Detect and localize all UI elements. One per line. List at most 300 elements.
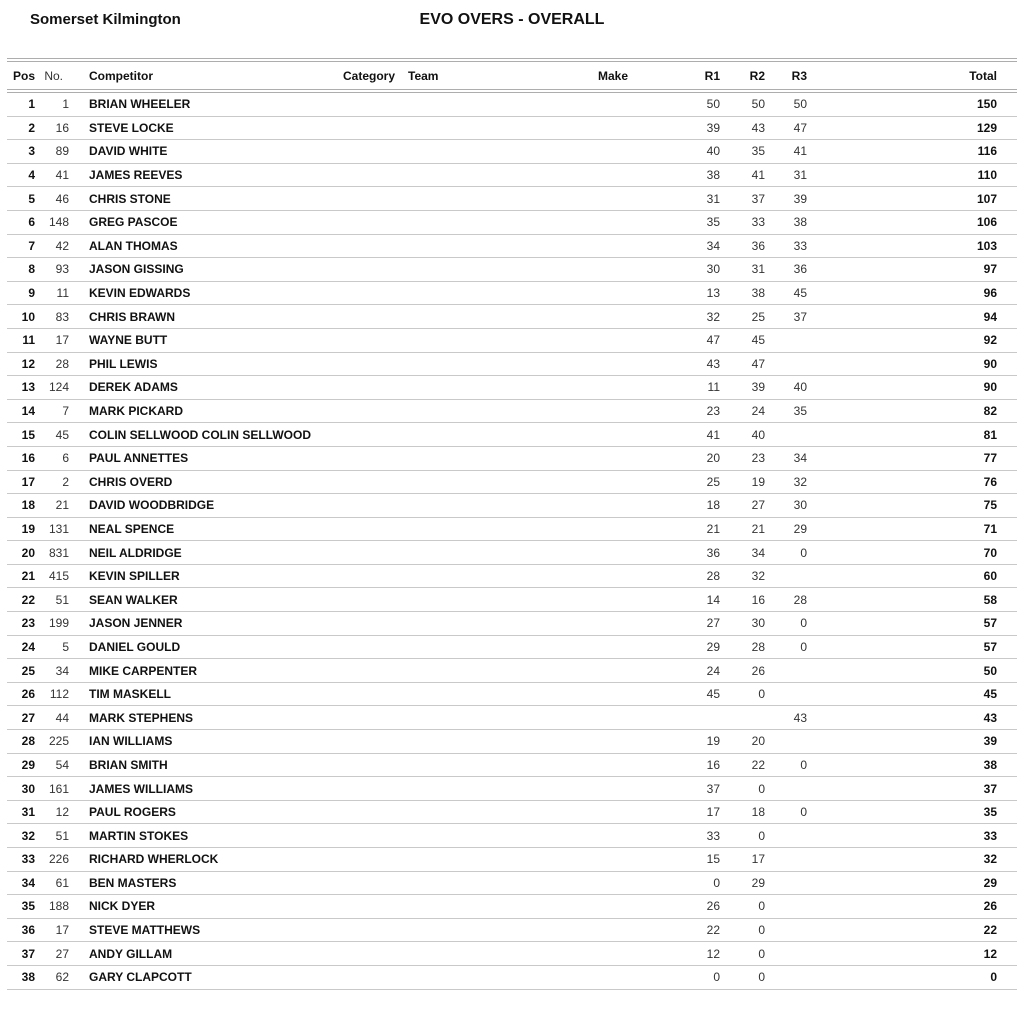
r3-cell: 0 [800,639,807,654]
r1-cell: 14 [706,592,720,607]
competitor-cell: RICHARD WHERLOCK [89,852,219,867]
r1-cell: 28 [706,569,720,584]
pos-cell: 3 [28,144,35,159]
table-row [7,164,1017,188]
r2-cell: 19 [751,474,765,489]
r2-cell: 28 [751,639,765,654]
number-cell: 17 [55,923,69,938]
competitor-cell: MIKE CARPENTER [89,663,198,678]
total-cell: 57 [983,639,997,654]
r2-cell: 23 [751,451,765,466]
number-cell: 28 [55,356,69,371]
table-row [7,400,1017,424]
total-cell: 70 [983,545,997,560]
number-cell: 62 [55,970,69,985]
competitor-cell: NEIL ALDRIDGE [89,545,182,560]
r1-cell: 41 [706,427,720,442]
number-cell: 112 [49,687,69,702]
event-title: Somerset Kilmington [30,11,181,28]
r1-cell: 21 [706,521,720,536]
r3-cell: 0 [800,805,807,820]
r1-cell: 0 [713,970,720,985]
table-row [7,447,1017,471]
pos-cell: 32 [21,828,35,843]
table-row [7,376,1017,400]
total-cell: 37 [983,781,997,796]
r1-cell: 38 [706,168,720,183]
r2-cell: 0 [758,828,765,843]
pos-cell: 1 [28,97,35,112]
competitor-cell: DAVID WHITE [89,144,168,159]
pos-cell: 18 [21,498,35,513]
r3-cell: 32 [793,474,807,489]
r1-cell: 27 [706,616,720,631]
number-cell: 89 [55,144,69,159]
r1-cell: 15 [706,852,720,867]
pos-cell: 19 [21,521,35,536]
table-row [7,872,1017,896]
r3-cell: 50 [793,97,807,112]
competitor-cell: NICK DYER [89,899,156,914]
column-header-total: Total [969,68,997,83]
number-cell: 1 [62,97,69,112]
column-header-r2: R2 [749,68,765,83]
number-cell: 27 [55,946,69,961]
number-cell: 21 [55,498,69,513]
table-row [7,282,1017,306]
pos-cell: 37 [21,946,35,961]
r3-cell: 39 [793,191,807,206]
total-cell: 60 [983,569,997,584]
table-row [7,895,1017,919]
total-cell: 96 [983,286,997,301]
total-cell: 106 [976,215,997,230]
r2-cell: 0 [758,899,765,914]
r3-cell: 30 [793,498,807,513]
r3-cell: 37 [793,309,807,324]
pos-cell: 17 [21,474,35,489]
pos-cell: 29 [21,757,35,772]
number-cell: 34 [55,663,69,678]
table-row [7,942,1017,966]
competitor-cell: BRIAN WHEELER [89,97,191,112]
table-row [7,683,1017,707]
pos-cell: 38 [21,970,35,985]
pos-cell: 26 [21,687,35,702]
r3-cell: 38 [793,215,807,230]
table-row [7,848,1017,872]
total-cell: 12 [983,946,997,961]
competitor-cell: WAYNE BUTT [89,333,168,348]
r1-cell: 11 [707,380,720,395]
table-row [7,777,1017,801]
pos-cell: 33 [21,852,35,867]
total-cell: 22 [983,923,997,938]
pos-cell: 15 [21,427,35,442]
r1-cell: 39 [706,120,720,135]
competitor-cell: STEVE MATTHEWS [89,923,201,938]
r2-cell: 0 [758,781,765,796]
r1-cell: 34 [706,238,720,253]
total-cell: 45 [983,687,997,702]
r2-cell: 18 [751,805,765,820]
competitor-cell: ANDY GILLAM [89,946,173,961]
r2-cell: 20 [751,734,765,749]
pos-cell: 6 [28,215,35,230]
table-row [7,518,1017,542]
pos-cell: 34 [21,875,35,890]
competitor-cell: GREG PASCOE [89,215,178,230]
table-row [7,801,1017,825]
r1-cell: 17 [706,805,720,820]
number-cell: 415 [48,569,69,584]
r2-cell: 43 [751,120,765,135]
r3-cell: 31 [793,168,807,183]
total-cell: 90 [983,356,997,371]
r2-cell: 0 [758,946,765,961]
table-row [7,824,1017,848]
total-cell: 116 [977,144,997,159]
table-row [7,636,1017,660]
r3-cell: 36 [793,262,807,277]
number-cell: 51 [55,592,69,607]
number-cell: 12 [55,805,69,820]
pos-cell: 25 [21,663,35,678]
table-row [7,423,1017,447]
competitor-cell: ALAN THOMAS [89,238,178,253]
pos-cell: 35 [21,899,35,914]
number-cell: 831 [48,545,69,560]
table-body [7,93,1017,990]
r2-cell: 45 [751,333,765,348]
r2-cell: 0 [758,970,765,985]
r2-cell: 37 [751,191,765,206]
r3-cell: 29 [793,521,807,536]
pos-cell: 5 [28,191,35,206]
r3-cell: 35 [793,404,807,419]
pos-cell: 11 [22,333,35,348]
r2-cell: 41 [751,168,765,183]
number-cell: 93 [55,262,69,277]
r1-cell: 13 [706,286,720,301]
total-cell: 97 [983,262,997,277]
r2-cell: 27 [751,498,765,513]
competitor-cell: IAN WILLIAMS [89,734,173,749]
competitor-cell: BRIAN SMITH [89,757,168,772]
r1-cell: 45 [706,687,720,702]
total-cell: 38 [983,757,997,772]
total-cell: 110 [977,168,997,183]
number-cell: 5 [62,639,69,654]
table-row [7,706,1017,730]
total-cell: 29 [983,875,997,890]
table-header-row [7,62,1017,89]
r3-cell: 41 [793,144,807,159]
r1-cell: 30 [706,262,720,277]
r3-cell: 47 [793,120,807,135]
r1-cell: 36 [706,545,720,560]
table-row [7,258,1017,282]
r3-cell: 33 [793,238,807,253]
r2-cell: 38 [751,286,765,301]
table-row [7,754,1017,778]
table-row [7,494,1017,518]
column-header-r3: R3 [791,68,807,83]
r1-cell: 35 [706,215,720,230]
total-cell: 90 [983,380,997,395]
total-cell: 0 [990,970,997,985]
r1-cell: 50 [706,97,720,112]
total-cell: 58 [983,592,997,607]
r1-cell: 20 [706,451,720,466]
total-cell: 35 [983,805,997,820]
r3-cell: 0 [800,545,807,560]
total-cell: 57 [983,616,997,631]
pos-cell: 24 [21,639,35,654]
competitor-cell: DEREK ADAMS [89,380,178,395]
pos-cell: 14 [21,404,35,419]
total-cell: 103 [976,238,997,253]
pos-cell: 23 [21,616,35,631]
r2-cell: 36 [751,238,765,253]
r2-cell: 31 [751,262,765,277]
total-cell: 39 [983,734,997,749]
r1-cell: 31 [706,191,720,206]
column-header-competitor: Competitor [89,68,153,83]
table-row [7,471,1017,495]
competitor-cell: PHIL LEWIS [89,356,158,371]
r3-cell: 28 [793,592,807,607]
competitor-cell: JASON JENNER [89,616,183,631]
r2-cell: 40 [751,427,765,442]
competitor-cell: BEN MASTERS [89,875,177,890]
r2-cell: 30 [751,616,765,631]
competitor-cell: TIM MASKELL [89,687,171,702]
number-cell: 11 [56,286,69,301]
r2-cell: 29 [751,875,765,890]
competitor-cell: SEAN WALKER [89,592,178,607]
competitor-cell: COLIN SELLWOOD COLIN SELLWOOD [89,427,311,442]
pos-cell: 31 [21,805,35,820]
r2-cell: 35 [751,144,765,159]
r1-cell: 18 [706,498,720,513]
r3-cell: 34 [793,451,807,466]
total-cell: 150 [976,97,997,112]
table-row [7,140,1017,164]
r2-cell: 39 [751,380,765,395]
total-cell: 71 [983,521,997,536]
table-row [7,612,1017,636]
total-cell: 92 [983,333,997,348]
page-title: EVO OVERS - OVERALL [419,11,605,28]
pos-cell: 13 [21,380,35,395]
column-header-category: Category [343,68,396,83]
pos-cell: 21 [21,569,35,584]
r2-cell: 47 [751,356,765,371]
table-row [7,211,1017,235]
r2-cell: 16 [751,592,765,607]
number-cell: 2 [62,474,69,489]
number-cell: 131 [48,521,69,536]
pos-cell: 9 [28,286,35,301]
number-cell: 225 [48,734,69,749]
r1-cell: 24 [706,663,720,678]
number-cell: 124 [48,380,69,395]
r2-cell: 33 [751,215,765,230]
competitor-cell: CHRIS STONE [89,191,171,206]
competitor-cell: JAMES WILLIAMS [89,781,193,796]
r1-cell: 43 [706,356,720,371]
competitor-cell: JAMES REEVES [89,168,183,183]
competitor-cell: DANIEL GOULD [89,639,181,654]
total-cell: 26 [983,899,997,914]
table-row [7,235,1017,259]
number-cell: 161 [48,781,69,796]
competitor-cell: NEAL SPENCE [89,521,175,536]
pos-cell: 30 [21,781,35,796]
number-cell: 54 [55,757,69,772]
table-row [7,966,1017,990]
pos-cell: 7 [28,238,35,253]
table-row [7,187,1017,211]
table-row [7,329,1017,353]
column-header-r1: R1 [704,68,720,83]
titlebar [0,11,1024,33]
column-header-no: No. [44,68,63,83]
competitor-cell: KEVIN EDWARDS [89,286,191,301]
pos-cell: 10 [21,309,35,324]
pos-cell: 27 [21,710,35,725]
table-row [7,919,1017,943]
pos-cell: 8 [28,262,35,277]
r1-cell: 12 [706,946,720,961]
number-cell: 45 [55,427,69,442]
table-row [7,305,1017,329]
competitor-cell: DAVID WOODBRIDGE [89,498,215,513]
number-cell: 83 [55,309,69,324]
number-cell: 46 [55,191,69,206]
r3-cell: 40 [793,380,807,395]
r1-cell: 0 [713,875,720,890]
number-cell: 42 [55,238,69,253]
total-cell: 32 [983,852,997,867]
table-row [7,565,1017,589]
total-cell: 33 [983,828,997,843]
competitor-cell: JASON GISSING [89,262,184,277]
r1-cell: 19 [706,734,720,749]
total-cell: 43 [983,710,997,725]
total-cell: 77 [983,451,997,466]
r3-cell: 45 [793,286,807,301]
r1-cell: 37 [706,781,720,796]
results-table [7,58,1017,990]
pos-cell: 2 [28,120,35,135]
table-row [7,353,1017,377]
number-cell: 44 [55,710,69,725]
competitor-cell: KEVIN SPILLER [89,569,180,584]
r2-cell: 32 [751,569,765,584]
number-cell: 226 [48,852,69,867]
r1-cell: 32 [706,309,720,324]
table-row [7,659,1017,683]
table-row [7,588,1017,612]
competitor-cell: MARTIN STOKES [89,828,189,843]
number-cell: 41 [55,168,69,183]
table-row [7,541,1017,565]
column-header-make: Make [597,68,628,83]
number-cell: 188 [48,899,69,914]
competitor-cell: STEVE LOCKE [89,120,174,135]
r1-cell: 22 [706,923,720,938]
competitor-cell: CHRIS OVERD [89,474,173,489]
total-cell: 82 [983,404,997,419]
r1-cell: 33 [706,828,720,843]
r1-cell: 40 [706,144,720,159]
number-cell: 17 [55,333,69,348]
total-cell: 107 [976,191,997,206]
total-cell: 129 [976,120,997,135]
total-cell: 76 [983,474,997,489]
column-header-pos: Pos [12,68,35,83]
r1-cell: 25 [706,474,720,489]
table-row [7,117,1017,141]
competitor-cell: MARK STEPHENS [89,710,194,725]
column-header-team: Team [408,68,439,83]
r2-cell: 21 [751,521,765,536]
pos-cell: 20 [21,545,35,560]
number-cell: 7 [62,404,69,419]
r2-cell: 22 [751,757,765,772]
r2-cell: 0 [758,923,765,938]
number-cell: 51 [55,828,69,843]
total-cell: 75 [983,498,997,513]
competitor-cell: GARY CLAPCOTT [89,970,192,985]
number-cell: 61 [55,875,69,890]
competitor-cell: PAUL ANNETTES [89,451,189,466]
r2-cell: 50 [751,97,765,112]
r1-cell: 26 [706,899,720,914]
number-cell: 199 [48,616,69,631]
pos-cell: 22 [21,592,35,607]
r1-cell: 16 [706,757,720,772]
r3-cell: 0 [800,616,807,631]
r1-cell: 23 [706,404,720,419]
number-cell: 16 [55,120,69,135]
r2-cell: 0 [758,687,765,702]
r1-cell: 29 [706,639,720,654]
total-cell: 50 [983,663,997,678]
competitor-cell: PAUL ROGERS [89,805,176,820]
table-row [7,730,1017,754]
pos-cell: 4 [28,168,35,183]
pos-cell: 28 [21,734,35,749]
number-cell: 6 [62,451,69,466]
r2-cell: 26 [751,663,765,678]
number-cell: 148 [48,215,69,230]
r3-cell: 43 [793,710,807,725]
r1-cell: 47 [706,333,720,348]
r2-cell: 17 [751,852,765,867]
total-cell: 94 [983,309,997,324]
r3-cell: 0 [800,757,807,772]
r2-cell: 25 [751,309,765,324]
pos-cell: 16 [21,451,35,466]
total-cell: 81 [983,427,997,442]
r2-cell: 24 [751,404,765,419]
pos-cell: 36 [21,923,35,938]
competitor-cell: CHRIS BRAWN [89,309,175,324]
competitor-cell: MARK PICKARD [89,404,183,419]
